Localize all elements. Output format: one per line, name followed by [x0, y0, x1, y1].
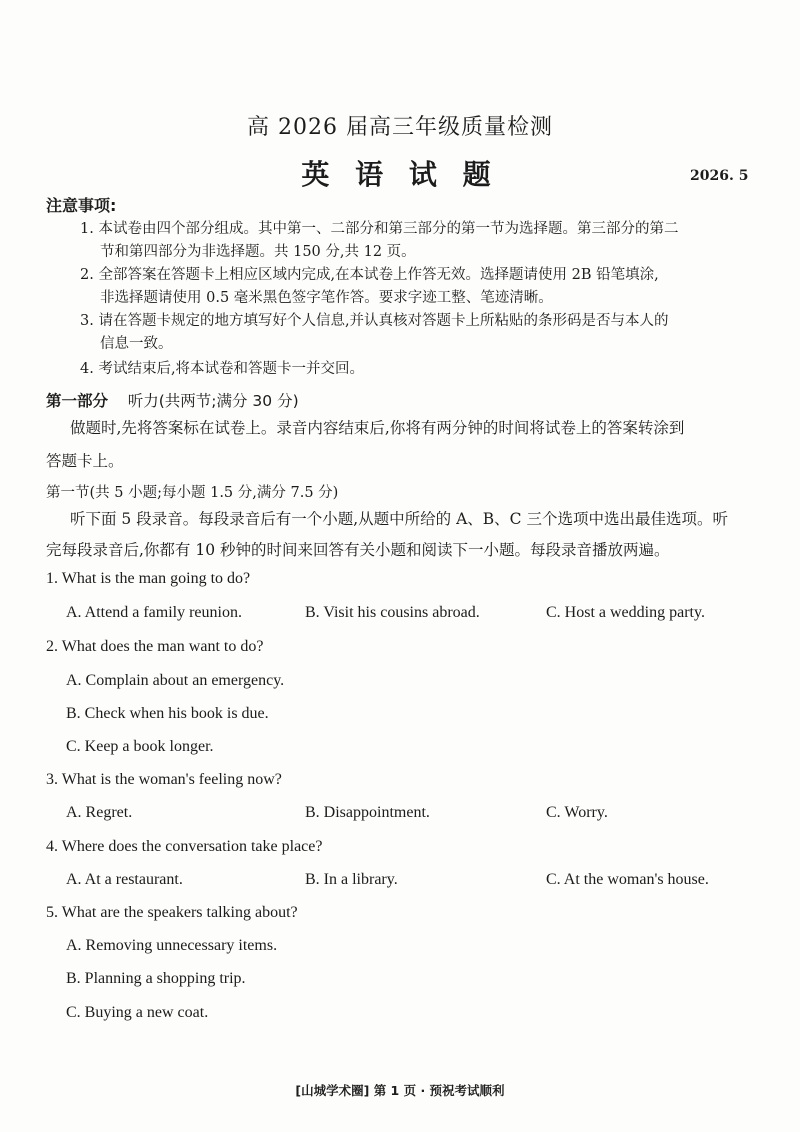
option-b: B. Planning a shopping trip. [66, 970, 246, 987]
part1-label: 第一部分 [46, 392, 109, 410]
option-c: C. Keep a book longer. [66, 738, 214, 755]
option-b: B. Check when his book is due. [66, 705, 269, 722]
exam-date: 2026. 5 [690, 168, 749, 184]
question-stem: 2. What does the man want to do? [46, 638, 264, 655]
option-c: C. Worry. [546, 804, 608, 821]
option-b: B. Visit his cousins abroad. [305, 604, 480, 621]
notice-item: 1. 本试卷由四个部分组成。其中第一、二部分和第三部分的第一节为选择题。第三部分的第二 [80, 221, 679, 237]
question-stem: 4. Where does the conversation take place? [46, 838, 323, 855]
subject-title: 英 语 试 题 [301, 158, 499, 191]
exam-title: 高 2026 届高三年级质量检测 [247, 115, 553, 140]
notice-item: 4. 考试结束后,将本试卷和答题卡一并交回。 [80, 361, 365, 377]
option-c: C. At the woman's house. [546, 871, 709, 888]
part1-instructions: 答题卡上。 [46, 452, 124, 470]
option-c: C. Buying a new coat. [66, 1004, 209, 1021]
option-b: B. Disappointment. [305, 804, 430, 821]
notice-item: 3. 请在答题卡规定的地方填写好个人信息,并认真核对答题卡上所粘贴的条形码是否与本人的 [80, 313, 669, 329]
notice-item: 2. 全部答案在答题卡上相应区域内完成,在本试卷上作答无效。选择题请使用 2B 铅笔填涂, [80, 267, 659, 283]
section1-heading: 第一节(共 5 小题;每小题 1.5 分,满分 7.5 分) [46, 485, 339, 501]
notice-heading: 注意事项: [46, 196, 117, 215]
question-stem: 3. What is the woman's feeling now? [46, 771, 282, 788]
notice-item: 信息一致。 [100, 336, 173, 352]
option-a: A. At a restaurant. [66, 871, 183, 888]
part1-title: 听力(共两节;满分 30 分) [127, 392, 299, 410]
notice-item: 节和第四部分为非选择题。共 150 分,共 12 页。 [100, 244, 416, 260]
option-a: A. Regret. [66, 804, 133, 821]
section1-instructions: 完每段录音后,你都有 10 秒钟的时间来回答有关小题和阅读下一小题。每段录音播放两遍。 [46, 541, 670, 559]
notice-item: 非选择题请使用 0.5 毫米黑色签字笔作答。要求字迹工整、笔迹清晰。 [100, 290, 553, 306]
option-a: A. Removing unnecessary items. [66, 937, 278, 954]
option-c: C. Host a wedding party. [546, 604, 705, 621]
option-a: A. Complain about an emergency. [66, 672, 285, 689]
question-stem: 1. What is the man going to do? [46, 570, 251, 587]
section1-instructions: 听下面 5 段录音。每段录音后有一个小题,从题中所给的 A、B、C 三个选项中选出最佳选项。听 [70, 510, 728, 528]
part1-heading [46, 389, 299, 411]
question-stem: 5. What are the speakers talking about? [46, 904, 298, 921]
part1-instructions: 做题时,先将答案标在试卷上。录音内容结束后,你将有两分钟的时间将试卷上的答案转涂到 [70, 419, 685, 437]
page-footer: [山城学术圈] 第 1 页 · 预祝考试顺利 [295, 1083, 505, 1098]
option-b: B. In a library. [305, 871, 398, 888]
option-a: A. Attend a family reunion. [66, 604, 242, 621]
